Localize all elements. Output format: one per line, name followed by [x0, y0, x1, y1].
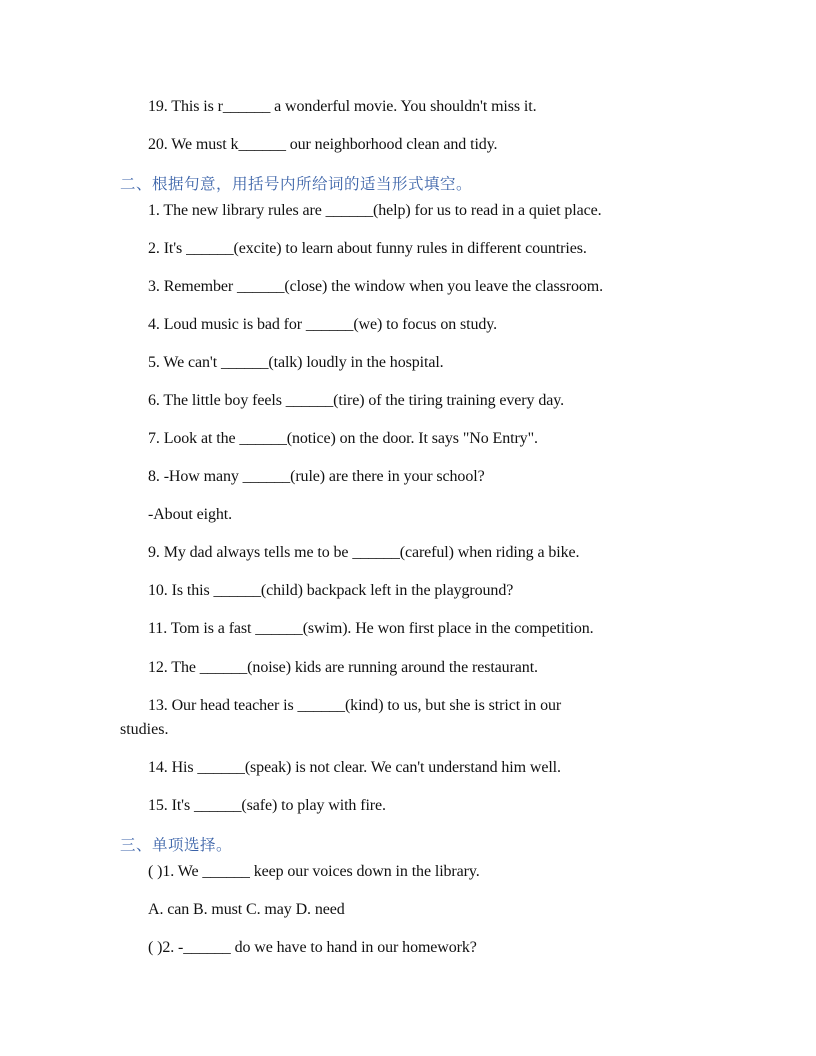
section-2-heading: 二、根据句意，用括号内所给词的适当形式填空。	[120, 175, 473, 193]
s2-question-5: 5. We can't ______(talk) loudly in the hospital.	[148, 354, 444, 371]
s2-question-7: 7. Look at the ______(notice) on the door. It says "No Entry".	[148, 430, 538, 447]
s2-question-8: 8. -How many ______(rule) are there in your school?	[148, 468, 485, 485]
s2-question-6: 6. The little boy feels ______(tire) of the tiring training every day.	[148, 392, 564, 409]
s2-question-8-answer: -About eight.	[148, 506, 233, 523]
s2-question-10: 10. Is this ______(child) backpack left in the playground?	[148, 582, 514, 599]
s3-question-2: ( )2. -______ do we have to hand in our homework?	[148, 939, 477, 956]
s2-question-3: 3. Remember ______(close) the window when you leave the classroom.	[148, 278, 604, 295]
s2-question-13: 13. Our head teacher is ______(kind) to us, but she is strict in our	[148, 697, 562, 714]
s2-question-9: 9. My dad always tells me to be ______(careful) when riding a bike.	[148, 544, 580, 561]
s2-question-2: 2. It's ______(excite) to learn about funny rules in different countries.	[148, 240, 587, 257]
s3-question-1: ( )1. We ______ keep our voices down in the library.	[148, 863, 480, 880]
s2-question-1: 1. The new library rules are ______(help) for us to read in a quiet place.	[148, 202, 602, 219]
question-19: 19. This is r______ a wonderful movie. You shouldn't miss it.	[148, 98, 537, 115]
s2-question-11: 11. Tom is a fast ______(swim). He won first place in the competition.	[148, 620, 594, 637]
s2-question-15: 15. It's ______(safe) to play with fire.	[148, 797, 386, 814]
s2-question-14: 14. His ______(speak) is not clear. We can't understand him well.	[148, 759, 561, 776]
s2-question-4: 4. Loud music is bad for ______(we) to focus on study.	[148, 316, 498, 333]
s2-question-13-continued: studies.	[120, 721, 169, 738]
section-3-heading: 三、单项选择。	[120, 836, 233, 854]
s3-question-1-options: A. can B. must C. may D. need	[148, 901, 345, 918]
question-20: 20. We must k______ our neighborhood clean and tidy.	[148, 136, 498, 153]
s2-question-12: 12. The ______(noise) kids are running around the restaurant.	[148, 659, 538, 676]
